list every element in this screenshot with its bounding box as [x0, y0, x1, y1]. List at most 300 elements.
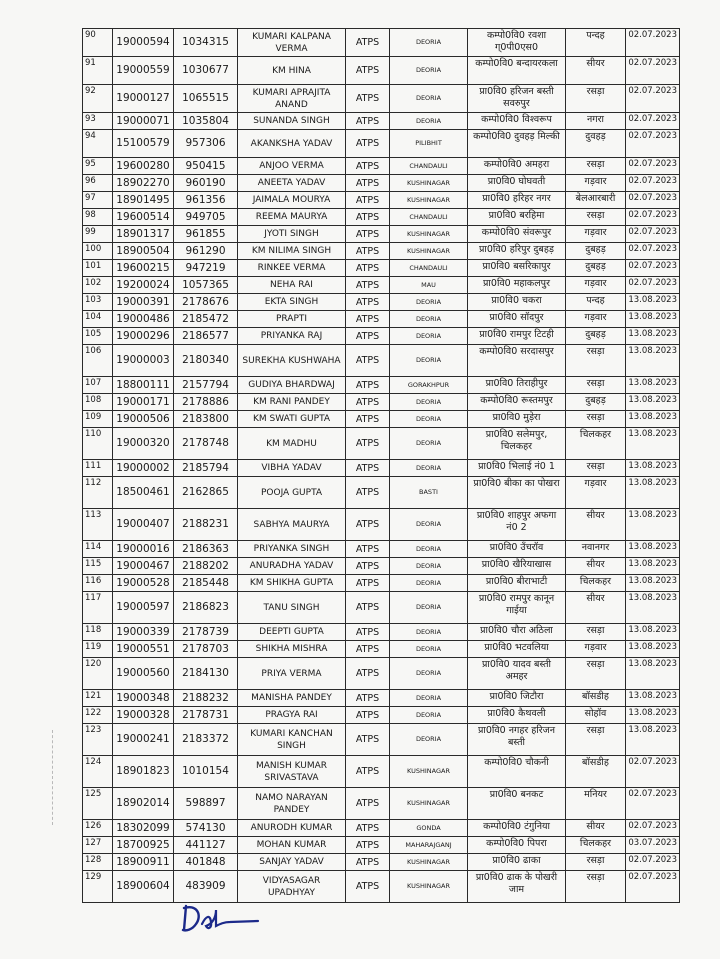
teacher-name-cell: KUMARI KALPANA VERMA	[238, 29, 346, 57]
district-cell: GORAKHPUR	[390, 377, 468, 394]
designation-cell: ATPS	[346, 29, 390, 57]
registration-number-cell: 19000391	[113, 294, 174, 311]
registration-number-cell: 18900504	[113, 243, 174, 260]
district-cell: DEORIA	[390, 294, 468, 311]
designation-cell: ATPS	[346, 871, 390, 903]
designation-cell: ATPS	[346, 428, 390, 460]
block-name-cell: गड़वार	[566, 641, 626, 658]
block-name-cell: चिलकहर	[566, 575, 626, 592]
district-cell: DEORIA	[390, 541, 468, 558]
serial-number-cell: 114	[83, 541, 113, 558]
table-row	[83, 277, 680, 294]
teacher-name-cell: KM HINA	[238, 57, 346, 85]
joining-date-cell: 02.07.2023	[626, 158, 680, 175]
joining-date-cell: 13.08.2023	[626, 707, 680, 724]
designation-cell: ATPS	[346, 328, 390, 345]
registration-number-cell: 18902014	[113, 788, 174, 820]
employee-id-cell: 2183372	[174, 724, 238, 756]
registration-number-cell: 19000071	[113, 113, 174, 130]
joining-date-cell: 13.08.2023	[626, 311, 680, 328]
registration-number-cell: 19000560	[113, 658, 174, 690]
teacher-name-cell: JAIMALA MOURYA	[238, 192, 346, 209]
registration-number-cell: 18800111	[113, 377, 174, 394]
employee-id-cell: 949705	[174, 209, 238, 226]
employee-id-cell: 947219	[174, 260, 238, 277]
serial-number-cell: 103	[83, 294, 113, 311]
school-name-cell: कम्पो0वि0 बन्दायरकला	[468, 57, 566, 85]
designation-cell: ATPS	[346, 192, 390, 209]
block-name-cell: रसड़ा	[566, 345, 626, 377]
school-name-cell: प्रा0वि0 बीराभाटी	[468, 575, 566, 592]
joining-date-cell: 13.08.2023	[626, 509, 680, 541]
designation-cell: ATPS	[346, 658, 390, 690]
teacher-name-cell: SUNANDA SINGH	[238, 113, 346, 130]
teacher-name-cell: POOJA GUPTA	[238, 477, 346, 509]
designation-cell: ATPS	[346, 592, 390, 624]
teacher-name-cell: NAMO NARAYAN PANDEY	[238, 788, 346, 820]
teacher-name-cell: KUMARI APRAJITA ANAND	[238, 85, 346, 113]
signature	[180, 900, 270, 940]
employee-id-cell: 598897	[174, 788, 238, 820]
table-row	[83, 558, 680, 575]
joining-date-cell: 13.08.2023	[626, 345, 680, 377]
joining-date-cell: 13.08.2023	[626, 294, 680, 311]
table-row	[83, 260, 680, 277]
serial-number-cell: 95	[83, 158, 113, 175]
registration-number-cell: 19000467	[113, 558, 174, 575]
joining-date-cell: 02.07.2023	[626, 226, 680, 243]
serial-number-cell: 92	[83, 85, 113, 113]
registration-number-cell: 19000559	[113, 57, 174, 85]
block-name-cell: गड़वार	[566, 311, 626, 328]
serial-number-cell: 109	[83, 411, 113, 428]
designation-cell: ATPS	[346, 209, 390, 226]
designation-cell: ATPS	[346, 820, 390, 837]
school-name-cell: कम्पो0वि0 सरदासपुर	[468, 345, 566, 377]
table-row	[83, 658, 680, 690]
joining-date-cell: 02.07.2023	[626, 871, 680, 903]
table-row	[83, 192, 680, 209]
designation-cell: ATPS	[346, 411, 390, 428]
district-cell: CHANDAULI	[390, 209, 468, 226]
designation-cell: ATPS	[346, 690, 390, 707]
school-name-cell: कम्पो0वि0 अमहरा	[468, 158, 566, 175]
teacher-name-cell: REEMA MAURYA	[238, 209, 346, 226]
district-cell: MAU	[390, 277, 468, 294]
joining-date-cell: 02.07.2023	[626, 820, 680, 837]
employee-id-cell: 2178676	[174, 294, 238, 311]
table-row	[83, 345, 680, 377]
registration-number-cell: 18900911	[113, 854, 174, 871]
district-cell: DEORIA	[390, 558, 468, 575]
block-name-cell: नगरा	[566, 113, 626, 130]
registration-number-cell: 18901823	[113, 756, 174, 788]
serial-number-cell: 105	[83, 328, 113, 345]
joining-date-cell: 13.08.2023	[626, 477, 680, 509]
serial-number-cell: 112	[83, 477, 113, 509]
teacher-name-cell: KM RANI PANDEY	[238, 394, 346, 411]
serial-number-cell: 116	[83, 575, 113, 592]
joining-date-cell: 02.07.2023	[626, 192, 680, 209]
teacher-name-cell: ANURADHA YADAV	[238, 558, 346, 575]
teacher-name-cell: PRAGYA RAI	[238, 707, 346, 724]
serial-number-cell: 120	[83, 658, 113, 690]
employee-id-cell: 2188232	[174, 690, 238, 707]
block-name-cell: गड़वार	[566, 175, 626, 192]
employee-id-cell: 961855	[174, 226, 238, 243]
designation-cell: ATPS	[346, 788, 390, 820]
registration-number-cell: 19600514	[113, 209, 174, 226]
serial-number-cell: 91	[83, 57, 113, 85]
table-row	[83, 641, 680, 658]
employee-id-cell: 2185448	[174, 575, 238, 592]
school-name-cell: प्रा0वि0 नगहर हरिजन बस्ती	[468, 724, 566, 756]
district-cell: DEORIA	[390, 428, 468, 460]
serial-number-cell: 113	[83, 509, 113, 541]
joining-date-cell: 13.08.2023	[626, 411, 680, 428]
registration-number-cell: 18302099	[113, 820, 174, 837]
block-name-cell: गड़वार	[566, 226, 626, 243]
joining-date-cell: 02.07.2023	[626, 209, 680, 226]
block-name-cell: दुबहड़	[566, 394, 626, 411]
table-row	[83, 575, 680, 592]
employee-id-cell: 1030677	[174, 57, 238, 85]
school-name-cell: कम्पो0वि0 संवरूपुर	[468, 226, 566, 243]
district-cell: DEORIA	[390, 328, 468, 345]
school-name-cell: प्रा0वि0 रामपुर टिटही	[468, 328, 566, 345]
table-row	[83, 820, 680, 837]
serial-number-cell: 98	[83, 209, 113, 226]
table-row	[83, 837, 680, 854]
district-cell: DEORIA	[390, 460, 468, 477]
joining-date-cell: 02.07.2023	[626, 175, 680, 192]
serial-number-cell: 99	[83, 226, 113, 243]
district-cell: GONDA	[390, 820, 468, 837]
employee-id-cell: 2178731	[174, 707, 238, 724]
teacher-name-cell: ANJOO VERMA	[238, 158, 346, 175]
employee-id-cell: 1034315	[174, 29, 238, 57]
serial-number-cell: 121	[83, 690, 113, 707]
designation-cell: ATPS	[346, 509, 390, 541]
registration-number-cell: 19600280	[113, 158, 174, 175]
serial-number-cell: 107	[83, 377, 113, 394]
joining-date-cell: 13.08.2023	[626, 592, 680, 624]
school-name-cell: प्रा0वि0 घोघवती	[468, 175, 566, 192]
serial-number-cell: 128	[83, 854, 113, 871]
school-name-cell: कम्पो0वि0 टंगुनिया	[468, 820, 566, 837]
block-name-cell: सीयर	[566, 558, 626, 575]
district-cell: CHANDAULI	[390, 260, 468, 277]
district-cell: DEORIA	[390, 411, 468, 428]
district-cell: DEORIA	[390, 658, 468, 690]
district-cell: DEORIA	[390, 592, 468, 624]
employee-id-cell: 401848	[174, 854, 238, 871]
joining-date-cell: 13.08.2023	[626, 428, 680, 460]
serial-number-cell: 101	[83, 260, 113, 277]
designation-cell: ATPS	[346, 460, 390, 477]
joining-date-cell: 02.07.2023	[626, 113, 680, 130]
serial-number-cell: 124	[83, 756, 113, 788]
table-row	[83, 788, 680, 820]
employee-id-cell: 2178748	[174, 428, 238, 460]
serial-number-cell: 97	[83, 192, 113, 209]
teacher-name-cell: KM NILIMA SINGH	[238, 243, 346, 260]
employee-id-cell: 2157794	[174, 377, 238, 394]
block-name-cell: रसड़ा	[566, 209, 626, 226]
serial-number-cell: 96	[83, 175, 113, 192]
school-name-cell: प्रा0वि0 चकरा	[468, 294, 566, 311]
serial-number-cell: 115	[83, 558, 113, 575]
table-row	[83, 311, 680, 328]
district-cell: DEORIA	[390, 57, 468, 85]
table-row	[83, 428, 680, 460]
teacher-name-cell: EKTA SINGH	[238, 294, 346, 311]
employee-id-cell: 957306	[174, 130, 238, 158]
block-name-cell: गड़वार	[566, 477, 626, 509]
joining-date-cell: 13.08.2023	[626, 575, 680, 592]
registration-number-cell: 18900604	[113, 871, 174, 903]
block-name-cell: सीयर	[566, 820, 626, 837]
registration-number-cell: 18500461	[113, 477, 174, 509]
block-name-cell: बॉसडीह	[566, 756, 626, 788]
teacher-name-cell: DEEPTI GUPTA	[238, 624, 346, 641]
designation-cell: ATPS	[346, 854, 390, 871]
transfer-list-table	[82, 28, 680, 903]
registration-number-cell: 19000003	[113, 345, 174, 377]
registration-number-cell: 19000127	[113, 85, 174, 113]
teacher-name-cell: MANISH KUMAR SRIVASTAVA	[238, 756, 346, 788]
block-name-cell: दुबहड़	[566, 260, 626, 277]
table-row	[83, 175, 680, 192]
registration-number-cell: 19600215	[113, 260, 174, 277]
teacher-name-cell: SANJAY YADAV	[238, 854, 346, 871]
serial-number-cell: 110	[83, 428, 113, 460]
employee-id-cell: 2185472	[174, 311, 238, 328]
designation-cell: ATPS	[346, 345, 390, 377]
teacher-name-cell: ANURODH KUMAR	[238, 820, 346, 837]
district-cell: DEORIA	[390, 641, 468, 658]
employee-id-cell: 950415	[174, 158, 238, 175]
teacher-name-cell: RINKEE VERMA	[238, 260, 346, 277]
joining-date-cell: 02.07.2023	[626, 85, 680, 113]
employee-id-cell: 2186363	[174, 541, 238, 558]
designation-cell: ATPS	[346, 158, 390, 175]
registration-number-cell: 19000002	[113, 460, 174, 477]
table-row	[83, 411, 680, 428]
school-name-cell: कम्पो0वि0 रूस्तमपुर	[468, 394, 566, 411]
block-name-cell: रसड़ा	[566, 658, 626, 690]
registration-number-cell: 18901495	[113, 192, 174, 209]
registration-number-cell: 19000528	[113, 575, 174, 592]
school-name-cell: प्रा0वि0 मुड़ेरा	[468, 411, 566, 428]
registration-number-cell: 19000171	[113, 394, 174, 411]
table-row	[83, 158, 680, 175]
teacher-name-cell: AKANKSHA YADAV	[238, 130, 346, 158]
table-row	[83, 29, 680, 57]
serial-number-cell: 104	[83, 311, 113, 328]
teacher-name-cell: KM MADHU	[238, 428, 346, 460]
joining-date-cell: 13.08.2023	[626, 460, 680, 477]
table-row	[83, 624, 680, 641]
registration-number-cell: 19000241	[113, 724, 174, 756]
designation-cell: ATPS	[346, 377, 390, 394]
designation-cell: ATPS	[346, 558, 390, 575]
district-cell: MAHARAJGANJ	[390, 837, 468, 854]
registration-number-cell: 19000016	[113, 541, 174, 558]
block-name-cell: चिलकहर	[566, 428, 626, 460]
joining-date-cell: 02.07.2023	[626, 277, 680, 294]
designation-cell: ATPS	[346, 624, 390, 641]
district-cell: KUSHINAGAR	[390, 192, 468, 209]
district-cell: DEORIA	[390, 29, 468, 57]
employee-id-cell: 2178739	[174, 624, 238, 641]
employee-id-cell: 1057365	[174, 277, 238, 294]
joining-date-cell: 13.08.2023	[626, 690, 680, 707]
block-name-cell: रसड़ा	[566, 377, 626, 394]
joining-date-cell: 13.08.2023	[626, 558, 680, 575]
table-row	[83, 509, 680, 541]
block-name-cell: पन्दह	[566, 29, 626, 57]
district-cell: DEORIA	[390, 113, 468, 130]
district-cell: PILIBHIT	[390, 130, 468, 158]
registration-number-cell: 18901317	[113, 226, 174, 243]
designation-cell: ATPS	[346, 756, 390, 788]
table-row	[83, 113, 680, 130]
district-cell: DEORIA	[390, 624, 468, 641]
designation-cell: ATPS	[346, 57, 390, 85]
district-cell: KUSHINAGAR	[390, 854, 468, 871]
district-cell: DEORIA	[390, 509, 468, 541]
table-row	[83, 690, 680, 707]
school-name-cell: प्रा0वि0 यादव बस्ती अमहर	[468, 658, 566, 690]
school-name-cell: प्रा0वि0 भटवलिया	[468, 641, 566, 658]
block-name-cell: रसड़ा	[566, 460, 626, 477]
margin-marks	[52, 730, 54, 825]
employee-id-cell: 1035804	[174, 113, 238, 130]
designation-cell: ATPS	[346, 294, 390, 311]
block-name-cell: रसड़ा	[566, 85, 626, 113]
joining-date-cell: 13.08.2023	[626, 377, 680, 394]
block-name-cell: नवानगर	[566, 541, 626, 558]
serial-number-cell: 102	[83, 277, 113, 294]
teacher-name-cell: NEHA RAI	[238, 277, 346, 294]
serial-number-cell: 123	[83, 724, 113, 756]
teacher-name-cell: ANEETA YADAV	[238, 175, 346, 192]
school-name-cell: प्रा0वि0 तिराहीपुर	[468, 377, 566, 394]
district-cell: KUSHINAGAR	[390, 756, 468, 788]
block-name-cell: दुबहड़	[566, 328, 626, 345]
table-row	[83, 724, 680, 756]
serial-number-cell: 106	[83, 345, 113, 377]
registration-number-cell: 19000486	[113, 311, 174, 328]
school-name-cell: कम्पो0वि0 रवशा ग्0पी0एस0	[468, 29, 566, 57]
serial-number-cell: 119	[83, 641, 113, 658]
serial-number-cell: 100	[83, 243, 113, 260]
school-name-cell: प्रा0वि0 शाहपुर अफगा नं0 2	[468, 509, 566, 541]
serial-number-cell: 122	[83, 707, 113, 724]
designation-cell: ATPS	[346, 226, 390, 243]
registration-number-cell: 19000328	[113, 707, 174, 724]
table-row	[83, 57, 680, 85]
joining-date-cell: 13.08.2023	[626, 624, 680, 641]
employee-id-cell: 960190	[174, 175, 238, 192]
block-name-cell: रसड़ा	[566, 411, 626, 428]
school-name-cell: प्रा0वि0 ढाका	[468, 854, 566, 871]
school-name-cell: प्रा0वि0 हरिपुर दुबहड़	[468, 243, 566, 260]
teacher-name-cell: SUREKHA KUSHWAHA	[238, 345, 346, 377]
school-name-cell: प्रा0वि0 बरहिमा	[468, 209, 566, 226]
teacher-name-cell: MOHAN KUMAR	[238, 837, 346, 854]
joining-date-cell: 13.08.2023	[626, 658, 680, 690]
employee-id-cell: 1010154	[174, 756, 238, 788]
district-cell: DEORIA	[390, 345, 468, 377]
table-row	[83, 130, 680, 158]
serial-number-cell: 93	[83, 113, 113, 130]
joining-date-cell: 02.07.2023	[626, 130, 680, 158]
teacher-name-cell: KM SHIKHA GUPTA	[238, 575, 346, 592]
school-name-cell: प्रा0वि0 बीका का पोखरा	[468, 477, 566, 509]
district-cell: KUSHINAGAR	[390, 226, 468, 243]
registration-number-cell: 19000594	[113, 29, 174, 57]
registration-number-cell: 19000348	[113, 690, 174, 707]
designation-cell: ATPS	[346, 175, 390, 192]
registration-number-cell: 19000407	[113, 509, 174, 541]
table-row	[83, 226, 680, 243]
table-row	[83, 243, 680, 260]
district-cell: KUSHINAGAR	[390, 175, 468, 192]
table-row	[83, 541, 680, 558]
block-name-cell: मनियर	[566, 788, 626, 820]
employee-id-cell: 574130	[174, 820, 238, 837]
employee-id-cell: 2188202	[174, 558, 238, 575]
employee-id-cell: 2162865	[174, 477, 238, 509]
district-cell: DEORIA	[390, 311, 468, 328]
employee-id-cell: 961290	[174, 243, 238, 260]
school-name-cell: कम्पो0वि0 विश्वरूप	[468, 113, 566, 130]
school-name-cell: प्रा0वि0 उँचरॉव	[468, 541, 566, 558]
registration-number-cell: 19200024	[113, 277, 174, 294]
teacher-name-cell: JYOTI SINGH	[238, 226, 346, 243]
school-name-cell: प्रा0वि0 सॉदपुर	[468, 311, 566, 328]
table-row	[83, 294, 680, 311]
district-cell: DEORIA	[390, 690, 468, 707]
table-row	[83, 871, 680, 903]
employee-id-cell: 483909	[174, 871, 238, 903]
designation-cell: ATPS	[346, 541, 390, 558]
school-name-cell: प्रा0वि0 खैरियाखास	[468, 558, 566, 575]
school-name-cell: कम्पो0वि0 पिपरा	[468, 837, 566, 854]
designation-cell: ATPS	[346, 575, 390, 592]
block-name-cell: सीयर	[566, 57, 626, 85]
registration-number-cell: 18700925	[113, 837, 174, 854]
block-name-cell: बॉसडीह	[566, 690, 626, 707]
teacher-name-cell: SHIKHA MISHRA	[238, 641, 346, 658]
teacher-name-cell: VIDYASAGAR UPADHYAY	[238, 871, 346, 903]
district-cell: KUSHINAGAR	[390, 243, 468, 260]
employee-id-cell: 2183800	[174, 411, 238, 428]
designation-cell: ATPS	[346, 707, 390, 724]
employee-id-cell: 961356	[174, 192, 238, 209]
serial-number-cell: 118	[83, 624, 113, 641]
teacher-name-cell: TANU SINGH	[238, 592, 346, 624]
block-name-cell: रसड़ा	[566, 854, 626, 871]
serial-number-cell: 108	[83, 394, 113, 411]
designation-cell: ATPS	[346, 311, 390, 328]
registration-number-cell: 18902270	[113, 175, 174, 192]
serial-number-cell: 127	[83, 837, 113, 854]
joining-date-cell: 02.07.2023	[626, 57, 680, 85]
employee-id-cell: 1065515	[174, 85, 238, 113]
